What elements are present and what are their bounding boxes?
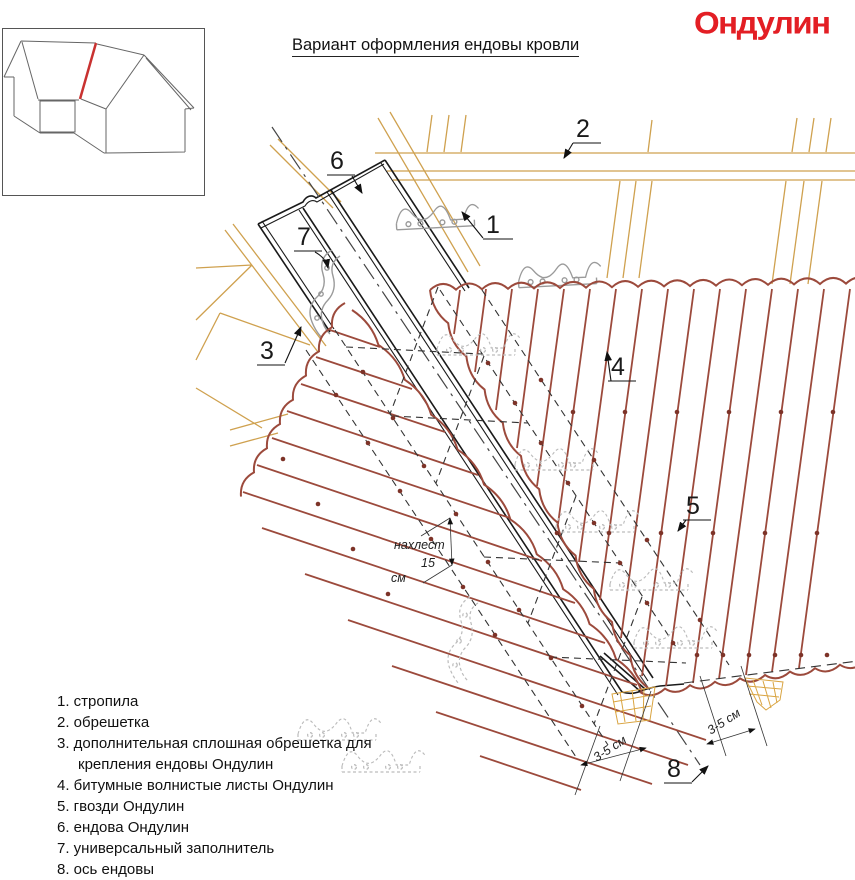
svg-text:7: 7: [297, 223, 311, 251]
svg-text:6: 6: [330, 147, 344, 175]
callout-2: [564, 115, 601, 158]
svg-text:8: 8: [667, 755, 681, 783]
legend-item-3: 3. дополнительная сплошная обрешетка для крепления ендовы Ондулин: [57, 735, 372, 773]
svg-text:1: 1: [486, 211, 500, 239]
overlap-word: нахлест: [394, 538, 445, 552]
overlap-unit: см: [391, 571, 406, 585]
nails: [281, 361, 836, 709]
valley-channel: [258, 160, 684, 695]
callout-3: [257, 327, 301, 365]
edge-gap-text-right: 3-5 см: [704, 705, 743, 738]
svg-text:4: 4: [611, 353, 625, 381]
legend-item-7: 7. универсальный заполнитель: [57, 840, 275, 857]
overlap-value: 15: [421, 556, 435, 570]
legend-item-4: 4. битумные волнистые листы Ондулин: [57, 777, 334, 794]
legend-item-2: 2. обрешетка: [57, 714, 150, 731]
legend-item-1: 1. стропила: [57, 693, 139, 710]
legend-item-6: 6. ендова Ондулин: [57, 819, 189, 836]
edge-gap-text-left: 3-5 см: [590, 732, 629, 765]
svg-text:5: 5: [686, 492, 700, 520]
legend: [57, 691, 391, 880]
onduline-logo: Ондулин: [694, 4, 830, 41]
page-title: Вариант оформления ендовы кровли: [292, 36, 579, 57]
nail-dots: [281, 361, 836, 709]
callout-5: [678, 492, 711, 531]
svg-text:2: 2: [576, 115, 590, 143]
callout-1: [462, 211, 513, 239]
callout-8: [664, 755, 708, 783]
legend-item-8: 8. ось ендовы: [57, 861, 154, 878]
legend-item-5: 5. гвозди Ондулин: [57, 798, 185, 815]
svg-text:3: 3: [260, 337, 274, 365]
